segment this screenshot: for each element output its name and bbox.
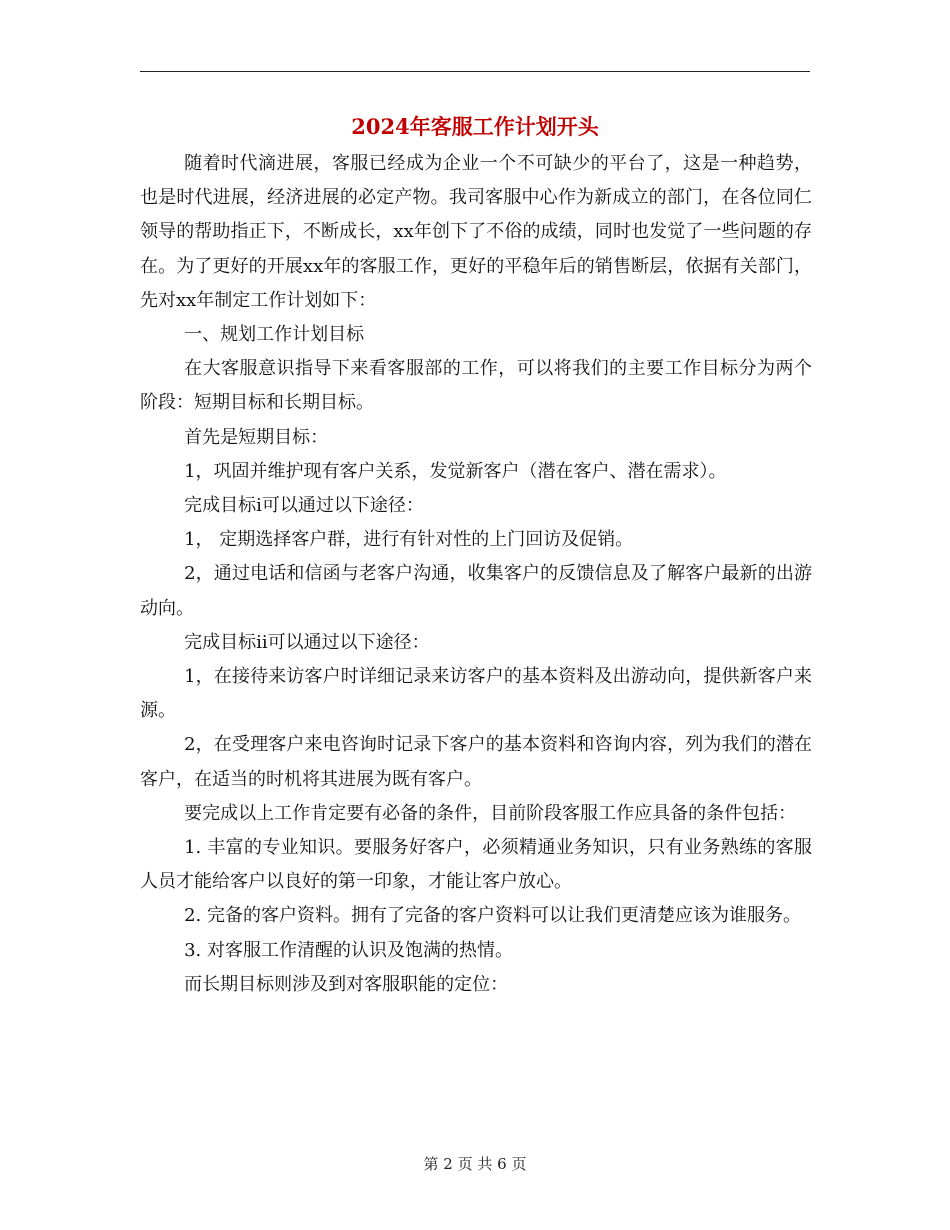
document-body: [140, 147, 812, 1002]
paragraph-condition-3: 3. 对客服工作清醒的认识及饱满的热情。: [184, 939, 513, 961]
paragraph-long-term: 而长期目标则涉及到对客服职能的定位：: [184, 973, 509, 995]
document-title: 2024年客服工作计划开头: [351, 114, 599, 139]
paragraph-intro: 随着时代滴进展，客服已经成为企业一个不可缺少的平台了，这是一种趋势，也是时代进展，经济进展的必定产物。我司客服中心作为新成立的部门，在各位同仁领导的帮助指正下，不断成长，xx年创下了不俗的成绩，同时也发觉了一些问题的存在。为了更好的开展xx年的客服工作，更好的平稳年后的销售断层，依据有关部门，先对xx年制定工作计划如下：: [140, 153, 812, 311]
paragraph-short-term-heading: 首先是短期目标：: [184, 426, 329, 448]
page-number: 第 2 页 共 6 页: [423, 1155, 527, 1173]
paragraph-goal-i-item-2: 2，通过电话和信函与老客户沟通，收集客户的反馈信息及了解客户最新的出游动向。: [140, 563, 812, 619]
header-rule: [140, 71, 810, 72]
paragraph-short-term-item-1: 1，巩固并维护现有客户关系，发觉新客户（潜在客户、潜在需求）。: [184, 460, 727, 482]
paragraph-condition-2: 2. 完备的客户资料。拥有了完备的客户资料可以让我们更清楚应该为谁服务。: [184, 905, 801, 927]
paragraph-goal-i-heading: 完成目标i可以通过以下途径：: [184, 495, 424, 517]
paragraph-goal-ii-item-1: 1，在接待来访客户时详细记录来访客户的基本资料及出游动向，提供新客户来源。: [140, 666, 812, 722]
paragraph-goal-phases: 在大客服意识指导下来看客服部的工作，可以将我们的主要工作目标分为两个阶段：短期目标和长期目标。: [140, 358, 812, 414]
paragraph-goal-i-item-1: 1， 定期选择客户群，进行有针对性的上门回访及促销。: [184, 529, 634, 551]
paragraph-conditions-intro: 要完成以上工作肯定要有必备的条件，目前阶段客服工作应具备的条件包括：: [184, 802, 797, 824]
paragraph-condition-1: 1. 丰富的专业知识。要服务好客户，必须精通业务知识，只有业务熟练的客服人员才能给客户以良好的第一印象，才能让客户放心。: [140, 837, 812, 893]
paragraph-goal-ii-heading: 完成目标ii可以通过以下途径：: [184, 631, 430, 653]
paragraph-goal-ii-item-2: 2，在受理客户来电咨询时记录下客户的基本资料和咨询内容，列为我们的潜在客户，在适当的时机将其进展为既有客户。: [140, 734, 812, 790]
section-heading-goals: 一、规划工作计划目标: [184, 324, 365, 346]
